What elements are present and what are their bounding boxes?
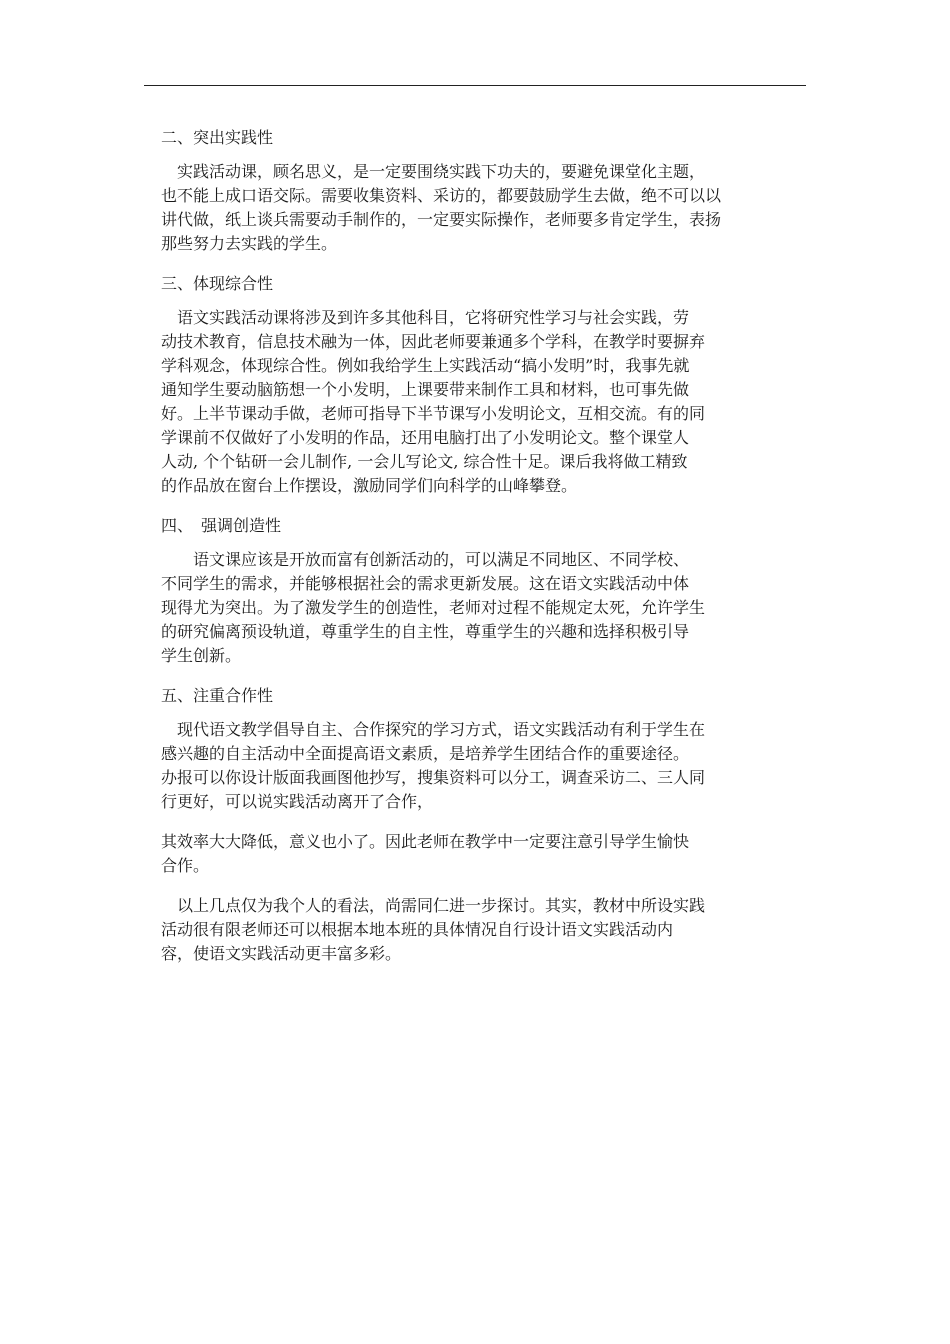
text-line: 好。上半节课动手做，老师可指导下半节课写小发明论文，互相交流。有的同 [161,404,706,423]
text-line: 以上几点仅为我个人的看法，尚需同仁进一步探讨。其实，教材中所设实践 [161,896,706,915]
paragraph-cooperation-continued [161,830,791,878]
text-line: 办报可以你设计版面我画图他抄写，搜集资料可以分工，调查采访二、三人同 [161,768,706,787]
text-line: 学生创新。 [161,646,242,665]
text-line: 感兴趣的自主活动中全面提高语文素质，是培养学生团结合作的重要途径。 [161,744,690,763]
section-heading-comprehensive: 三、体现综合性 [161,274,274,293]
paragraph-practice [161,160,791,256]
paragraph-cooperation [161,718,791,814]
text-line: 学课前不仅做好了小发明的作品，还用电脑打出了小发明论文。整个课堂人 [161,428,690,447]
text-line: 讲代做，纸上谈兵需要动手制作的，一定要实际操作，老师要多肯定学生，表扬 [161,210,722,229]
paragraph-comprehensive [161,306,791,498]
text-line: 行更好，可以说实践活动离开了合作， [161,792,434,811]
paragraph-creativity [161,548,791,668]
text-line: 也不能上成口语交际。需要收集资料、采访的，都要鼓励学生去做，绝不可以以 [161,186,722,205]
text-line: 语文课应该是开放而富有创新活动的，可以满足不同地区、不同学校、 [161,550,690,569]
text-line: 不同学生的需求，并能够根据社会的需求更新发展。这在语文实践活动中体 [161,574,690,593]
section-heading-creativity: 四、 强调创造性 [161,516,282,535]
text-line: 那些努力去实践的学生。 [161,234,338,253]
text-line: 合作。 [161,856,210,875]
paragraph-conclusion [161,894,791,966]
text-line: 现得尤为突出。为了激发学生的创造性，老师对过程不能规定太死，允许学生 [161,598,706,617]
text-line: 的作品放在窗台上作摆设，激励同学们向科学的山峰攀登。 [161,476,578,495]
text-line: 通知学生要动脑筋想一个小发明，上课要带来制作工具和材料，也可事先做 [161,380,690,399]
text-line: 动技术教育，信息技术融为一体，因此老师要兼通多个学科，在教学时要摒弃 [161,332,706,351]
section-heading-cooperation: 五、注重合作性 [161,686,274,705]
text-line: 的研究偏离预设轨道，尊重学生的自主性，尊重学生的兴趣和选择积极引导 [161,622,690,641]
section-heading-practice: 二、突出实践性 [161,128,274,147]
document-body [161,126,791,966]
text-line: 其效率大大降低，意义也小了。因此老师在教学中一定要注意引导学生愉快 [161,832,690,851]
text-line: 人动, 个个钻研一会儿制作, 一会儿写论文, 综合性十足。课后我将做工精致 [161,452,688,471]
header-rule [144,85,806,86]
text-line: 实践活动课，顾名思义，是一定要围绕实践下功夫的，要避免课堂化主题， [161,162,706,181]
text-line: 学科观念，体现综合性。例如我给学生上实践活动“搞小发明”时，我事先就 [161,356,690,375]
text-line: 现代语文教学倡导自主、合作探究的学习方式，语文实践活动有利于学生在 [161,720,706,739]
text-line: 语文实践活动课将涉及到许多其他科目，它将研究性学习与社会实践，劳 [161,308,690,327]
text-line: 活动很有限老师还可以根据本地本班的具体情况自行设计语文实践活动内 [161,920,674,939]
text-line: 容，使语文实践活动更丰富多彩。 [161,944,402,963]
